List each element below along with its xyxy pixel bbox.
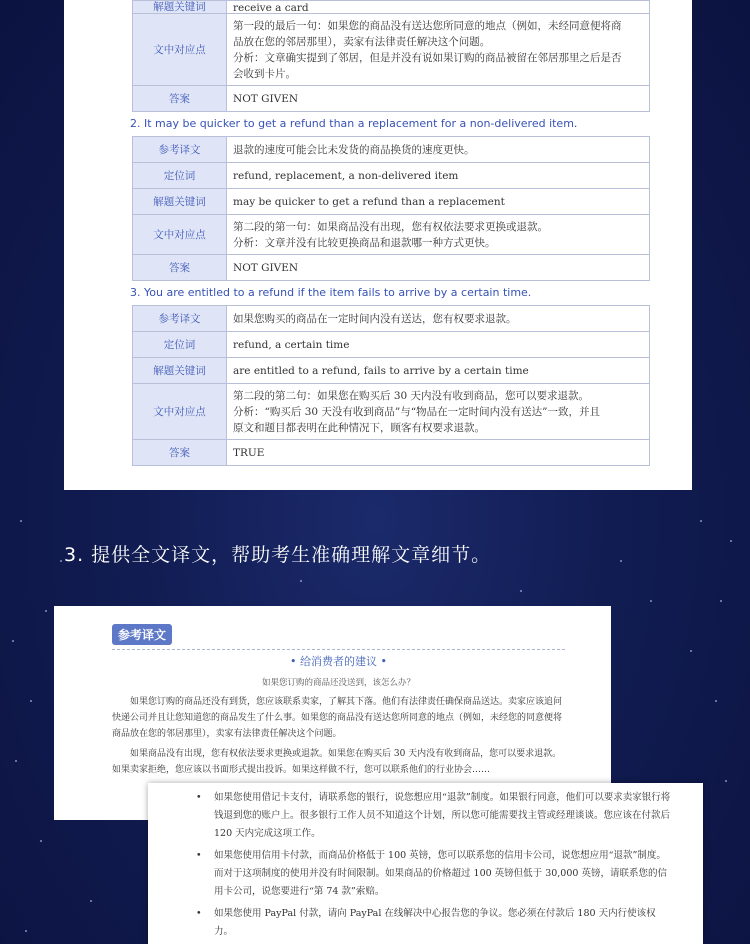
value-line: may be quicker to get a refund than a replacement [233,195,505,208]
value-line: 如果您购买的商品在一定时间内没有送达，您有权要求退款。 [233,312,517,325]
row-value [227,163,650,189]
table-row [133,163,650,189]
row-label: 定位词 [133,163,227,189]
value-line: 分析：文章并没有比较更换商品和退款哪一种方式更快。 [233,236,496,249]
value-line: 第二段的第一句：如果商品没有出现，您有权依法要求更换或退款。 [233,220,548,233]
question-analysis-card [64,0,692,490]
row-value [227,440,650,466]
value-line: 退款的速度可能会比未发货的商品换货的速度更快。 [233,143,475,156]
table-row [133,255,650,281]
table-row [133,215,650,255]
article-title: • 给消费者的建议 • [112,649,565,669]
table-row [133,189,650,215]
value-line: 第二段的第二句：如果您在购买后 30 天内没有收到商品，您可以要求退款。 [233,389,590,402]
row-label: 文中对应点 [133,215,227,255]
row-label: 解题关键词 [133,1,227,14]
value-line: 品放在您的邻居那里），卖家有法律责任解决这个问题。 [233,35,491,48]
value-line: 第一段的最后一句：如果您的商品没有送达您所同意的地点（例如，未经同意便将商 [233,19,622,32]
row-value [227,306,650,332]
row-label: 定位词 [133,332,227,358]
row-label: 文中对应点 [133,384,227,440]
bullet-text: 如果您使用 PayPal 付款，请向 PayPal 在线解决中心报告您的争议。您必须在付款后 180 天内行使该权力。 [214,908,656,937]
row-label: 答案 [133,440,227,466]
question-heading: 2. It may be quicker to get a refund than a replacement for a non-delivered item. [130,117,578,130]
value-line: NOT GIVEN [233,92,299,105]
bullet-text: 如果您使用借记卡支付，请联系您的银行，说您想应用“退款”制度。如果银行同意，他们可以要求卖家银行将钱退到您的账户上。很多银行工作人员不知道这个计划，所以您可能需要找主管或经理谈谈。您应该在付款后 120 天内完成这项工作。 [214,792,671,839]
row-label: 参考译文 [133,137,227,163]
star [12,640,14,642]
star [30,700,32,702]
star [620,560,622,562]
value-line: are entitled to a refund, fails to arrive by a certain time [233,364,529,377]
table-row [133,1,650,14]
row-label: 答案 [133,86,227,112]
question-heading: 3. You are entitled to a refund if the item fails to arrive by a certain time. [130,286,532,299]
row-value [227,137,650,163]
star [715,700,717,702]
star [45,610,47,612]
star [15,760,17,762]
star [520,590,522,592]
bullet-dot: • [196,850,202,861]
row-label: 答案 [133,255,227,281]
row-value [227,14,650,86]
star [60,560,62,562]
star [25,930,27,932]
value-line: 分析：“购买后 30 天没有收到商品”与“物品在一定时间内没有送达”一致，并且 [233,405,601,418]
table-row [133,14,650,86]
row-value [227,255,650,281]
value-line: TRUE [233,446,265,459]
table-row [133,440,650,466]
row-value [227,215,650,255]
question-1-table [132,0,650,112]
paragraph: 如果商品没有出现，您有权依法要求更换或退款。如果您在购买后 30 天内没有收到商品，您可以要求退款。如果卖家拒绝，您应该以书面形式提出投诉。如果这样做不行，您可以联系他们的行业协会…… [112,749,562,775]
value-line: NOT GIVEN [233,261,299,274]
value-line: refund, a certain time [233,338,350,351]
row-label: 解题关键词 [133,189,227,215]
question-table [132,305,650,466]
table-row [133,86,650,112]
table-row [133,358,650,384]
article-title-text: 给消费者的建议 [300,655,377,668]
value-line: 原文和题目都表明在此种情况下，顾客有权要求退款。 [233,421,485,434]
row-value [227,332,650,358]
list-item [196,847,673,901]
article-subtitle: 如果您订购的商品还没送到，该怎么办？ [261,678,415,688]
paragraph: 如果您订购的商品还没有到货，您应该联系卖家，了解其下落。他们有法律责任确保商品送达。卖家应该追问快递公司并且让您知道您的商品发生了什么事。如果您的商品没有送达您所同意的地点（例如，未经您的同意便将商品放在您的邻居那里），卖家有法律责任解决这个问题。 [112,697,563,739]
value-line: refund, replacement, a non-delivered item [233,169,459,182]
row-value [227,189,650,215]
value-line: 分析：文章确实提到了邻居，但是并没有说如果订购的商品被留在邻居那里之后是否 [233,51,622,64]
star [725,780,727,782]
table-row [133,137,650,163]
row-label: 解题关键词 [133,358,227,384]
bullet-dot: • [196,908,202,919]
table-row [133,384,650,440]
star [20,520,22,522]
star [650,600,652,602]
translation-continued-card [148,783,703,944]
table-row [133,332,650,358]
list-item [196,789,673,843]
star [90,900,92,902]
table-row [133,306,650,332]
row-label: 文中对应点 [133,14,227,86]
row-value: receive a card [227,1,650,14]
row-label: 参考译文 [133,306,227,332]
bullet-dot: • [196,792,202,803]
bullet-list [196,789,673,941]
bullet-text: 如果您使用信用卡付款，而商品价格低于 100 英镑，您可以联系您的信用卡公司，说您想应用“退款”制度。而对于这项制度的使用并没有时间限制。如果商品的价格超过 100 英镑但低于 30,000 英镑，请联系您的信用卡公司，说您要进行“第 74 款”索赔。 [214,850,667,897]
row-value [227,358,650,384]
row-value [227,86,650,112]
star [690,650,692,652]
row-value [227,384,650,440]
value-line: 会收到卡片。 [233,67,296,80]
star [40,840,42,842]
translation-tag: 参考译文 [112,624,172,645]
star [700,520,702,522]
star [720,600,722,602]
star [300,580,302,582]
section-heading: 3. 提供全文译文，帮助考生准确理解文章细节。 [64,544,492,566]
question-table [132,136,650,281]
list-item [196,905,673,941]
star [730,540,732,542]
